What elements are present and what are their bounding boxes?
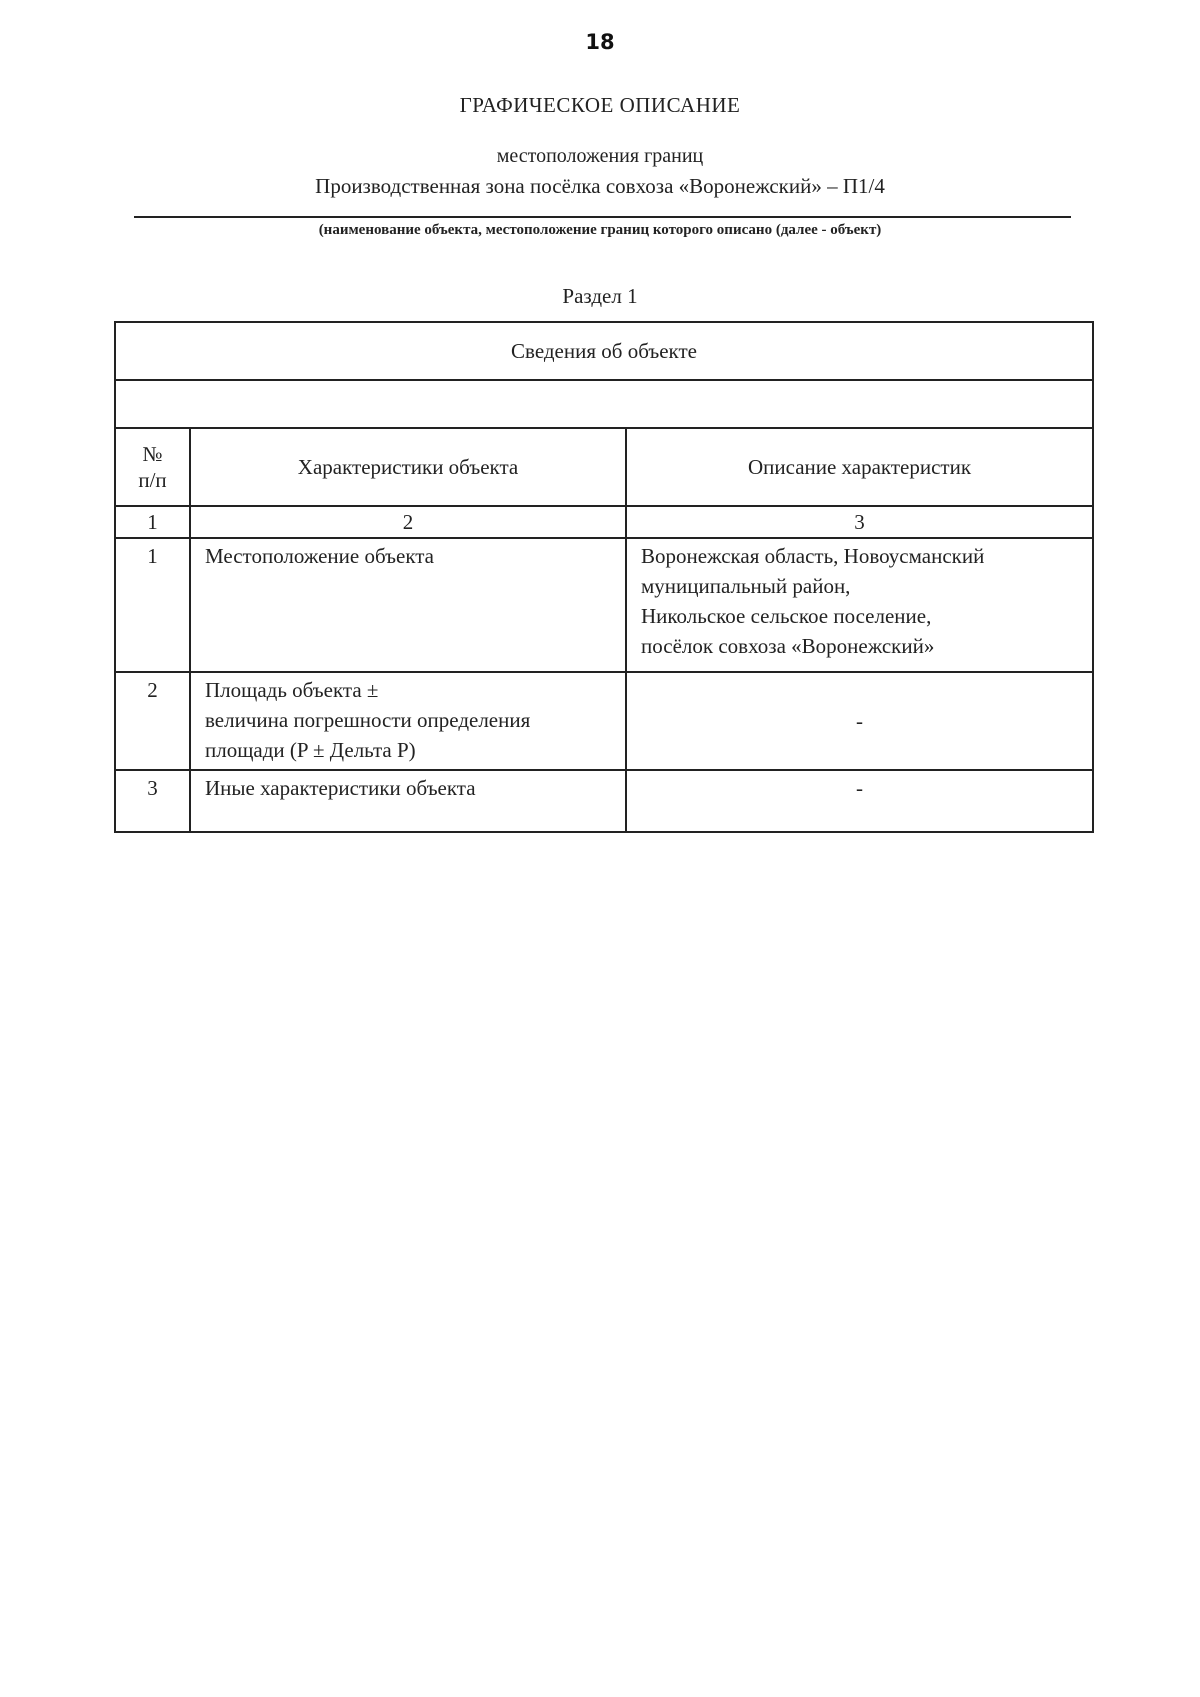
column-header-row	[115, 428, 1093, 506]
characteristic-line: площади (P ± Дельта P)	[205, 738, 416, 762]
section-label: Раздел 1	[562, 284, 638, 308]
document-title: ГРАФИЧЕСКОЕ ОПИСАНИЕ	[459, 93, 741, 117]
description-line: Никольское сельское поселение,	[641, 604, 932, 628]
table-row	[115, 538, 1093, 672]
characteristic-line: Иные характеристики объекта	[205, 776, 476, 800]
row-description: -	[626, 672, 1093, 770]
table-row	[115, 672, 1093, 770]
column-header-number-line2: п/п	[138, 468, 167, 492]
column-index-cell: 1	[115, 506, 190, 538]
table-header-row	[115, 322, 1093, 380]
column-index-row	[115, 506, 1093, 538]
description-line: муниципальный район,	[641, 574, 851, 598]
table-blank-row	[115, 380, 1093, 428]
underline-rule	[134, 216, 1071, 218]
table-header: Сведения об объекте	[115, 322, 1093, 380]
row-description: -	[626, 770, 1093, 832]
column-header-number	[115, 428, 190, 506]
row-characteristic	[190, 770, 626, 832]
characteristic-line: Местоположение объекта	[205, 544, 435, 568]
column-header-characteristics: Характеристики объекта	[190, 428, 626, 506]
row-characteristic	[190, 538, 626, 672]
column-header-description: Описание характеристик	[626, 428, 1093, 506]
column-header-number-line1: №	[142, 442, 163, 466]
column-index-cell: 3	[626, 506, 1093, 538]
description-line: посёлок совхоза «Воронежский»	[641, 634, 935, 658]
row-number: 2	[115, 672, 190, 770]
document-subtitle: местоположения границ	[496, 145, 704, 167]
characteristic-line: Площадь объекта ±	[205, 678, 379, 702]
object-info-table	[114, 321, 1094, 833]
object-name-caption: (наименование объекта, местоположение границ которого описано (далее - объект)	[318, 222, 882, 238]
description-line: Воронежская область, Новоусманский	[641, 544, 985, 568]
characteristic-line: величина погрешности определения	[205, 708, 531, 732]
page-number: 18	[585, 30, 615, 54]
row-characteristic	[190, 672, 626, 770]
object-name: Производственная зона посёлка совхоза «Воронежский» – П1/4	[315, 174, 885, 198]
column-index-cell: 2	[190, 506, 626, 538]
row-description	[626, 538, 1093, 672]
table-row	[115, 770, 1093, 832]
blank-cell	[115, 380, 1093, 428]
row-number: 3	[115, 770, 190, 832]
row-number: 1	[115, 538, 190, 672]
